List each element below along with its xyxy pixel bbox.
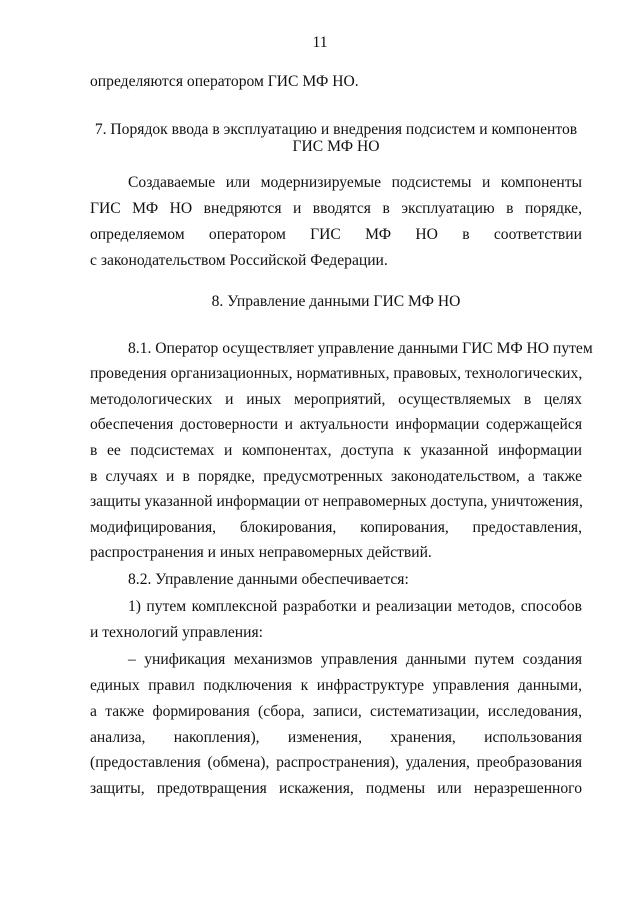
paragraph-line: определяемом оператором ГИС МФ НО в соответствии bbox=[90, 226, 582, 243]
paragraph-line: распространения и иных неправомерных действий. bbox=[90, 544, 432, 561]
paragraph-line: а также формирования (сбора, записи, систематизации, исследования, bbox=[90, 703, 582, 720]
paragraph-line: анализа, накопления), изменения, хранения, использования bbox=[90, 729, 582, 746]
paragraph-line: ГИС МФ НО внедряются и вводятся в эксплуатацию в порядке, bbox=[90, 200, 582, 217]
paragraph-line: единых правил подключения к инфраструктуре управления данными, bbox=[90, 677, 582, 694]
paragraph-line: в случаях и в порядке, предусмотренных законодательством, а также bbox=[90, 468, 582, 485]
paragraph-line: определяются оператором ГИС МФ НО. bbox=[90, 73, 359, 90]
paragraph-line: защиты, предотвращения искажения, подмены или неразрешенного bbox=[90, 780, 582, 797]
paragraph-line: Создаваемые или модернизируемые подсистемы и компоненты bbox=[128, 174, 582, 191]
page-number: 11 bbox=[312, 34, 328, 51]
paragraph-line: проведения организационных, нормативных, правовых, технологических, bbox=[90, 365, 583, 382]
paragraph-line: обеспечения достоверности и актуальности информации содержащейся bbox=[90, 416, 582, 433]
paragraph-line: методологических и иных мероприятий, осуществляемых в целях bbox=[90, 391, 582, 408]
paragraph-line: модифицирования, блокирования, копирования, предоставления, bbox=[90, 519, 582, 536]
section-heading-7-line-2: ГИС МФ НО bbox=[292, 138, 380, 155]
paragraph-line: защиты указанной информации от неправомерных доступа, уничтожения, bbox=[90, 493, 583, 510]
paragraph-line: (предоставления (обмена), распространения), удаления, преобразования bbox=[90, 754, 582, 771]
section-heading-8: 8. Управление данными ГИС МФ НО bbox=[211, 293, 461, 310]
paragraph-line: с законодательством Российской Федерации. bbox=[90, 252, 388, 269]
paragraph-line: в ее подсистемах и компонентах, доступа к указанной информации bbox=[90, 442, 582, 459]
paragraph-line: и технологий управления: bbox=[90, 624, 263, 641]
paragraph-line: 8.2. Управление данными обеспечивается: bbox=[128, 571, 409, 588]
paragraph-line: – унификация механизмов управления данными путем создания bbox=[128, 651, 582, 668]
paragraph-line: 8.1. Оператор осуществляет управление данными ГИС МФ НО путем bbox=[128, 340, 593, 357]
section-heading-7-line-1: 7. Порядок ввода в эксплуатацию и внедрения подсистем и компонентов bbox=[94, 121, 578, 138]
paragraph-line: 1) путем комплексной разработки и реализации методов, способов bbox=[128, 598, 582, 615]
